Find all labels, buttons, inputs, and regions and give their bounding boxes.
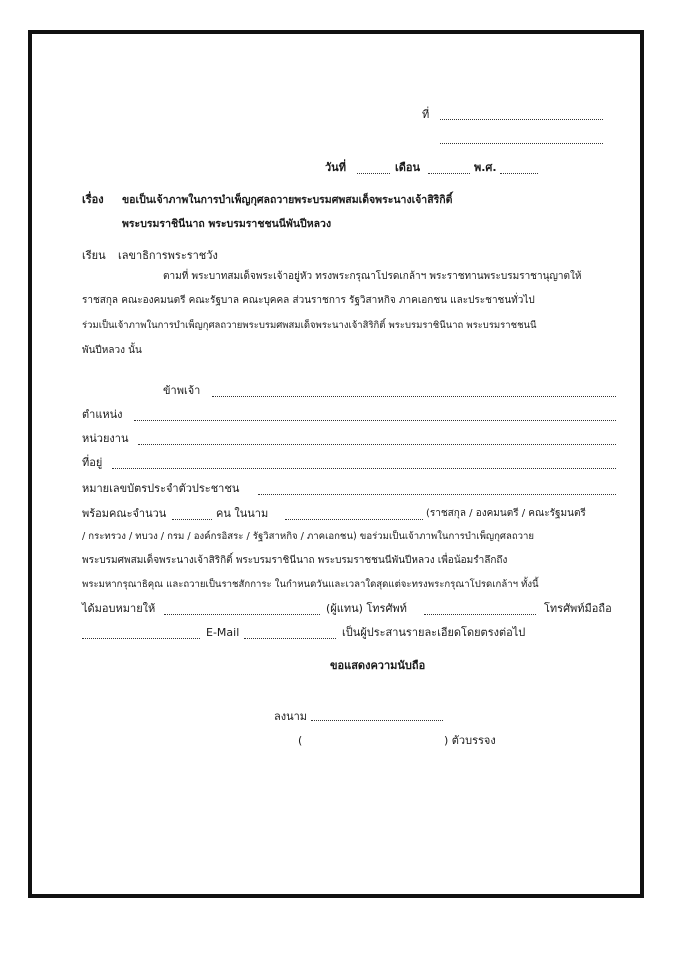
closing-text: ขอแสดงความนับถือ	[330, 659, 426, 672]
year-field[interactable]	[500, 173, 538, 174]
coordinator-text: เป็นผู้ประสานรายละเอียดโดยตรงต่อไป	[342, 626, 526, 639]
agency-label: หน่วยงาน	[82, 432, 129, 445]
position-field[interactable]	[134, 420, 616, 421]
sign-label: ลงนาม	[274, 710, 308, 723]
purpose-line-2: พระมหากรุณาธิคุณ และถวายเป็นราชสักการะ ในกำหนดวันและเวลาใดสุดแต่จะทรงพระกรุณาโปรดเกล้าฯ ทั้งนี้	[82, 579, 539, 590]
agency-field[interactable]	[138, 444, 616, 445]
body-line-3: ร่วมเป็นเจ้าภาพในการบำเพ็ญกุศลถวายพระบรมศพสมเด็จพระนางเจ้าสิริกิติ์ พระบรมราชินีนาถ พระบรมราชชนนี	[82, 320, 537, 331]
representative-field[interactable]	[164, 614, 320, 615]
group-name-field[interactable]	[285, 519, 423, 520]
doc-number-field-2[interactable]	[440, 143, 603, 144]
body-line-2: ราชสกุล คณะองคมนตรี คณะรัฐบาล คณะบุคคล ส่วนราชการ รัฐวิสาหกิจ ภาคเอกชน และประชาชนทั่วไป	[82, 295, 535, 306]
printed-name-field[interactable]	[310, 746, 442, 747]
id-label: หมายเลขบัตรประจำตัวประชาชน	[82, 482, 240, 495]
doc-number-label: ที่	[422, 108, 430, 121]
email-field[interactable]	[244, 638, 336, 639]
open-paren: (	[298, 734, 303, 747]
name-field[interactable]	[212, 396, 616, 397]
month-label: เดือน	[395, 161, 421, 174]
assign-label: ได้มอบหมายให้	[82, 602, 156, 615]
to-label: เรียน	[82, 249, 106, 262]
mobile-field[interactable]	[82, 638, 200, 639]
persons-label: คน ในนาม	[216, 507, 269, 520]
address-label: ที่อยู่	[82, 456, 103, 469]
date-label: วันที่	[325, 161, 346, 174]
subject-line-1: ขอเป็นเจ้าภาพในการบำเพ็ญกุศลถวายพระบรมศพสมเด็จพระนางเจ้าสิริกิติ์	[122, 194, 453, 206]
address-field[interactable]	[112, 468, 616, 469]
representative-phone-label: (ผู้แทน) โทรศัพท์	[326, 602, 407, 615]
phone-field[interactable]	[424, 614, 536, 615]
subject-line-2: พระบรมราชินีนาถ พระบรมราชชนนีพันปีหลวง	[122, 218, 332, 230]
mobile-label: โทรศัพท์มือถือ	[544, 602, 612, 615]
email-label: E-Mail	[206, 626, 240, 639]
position-label: ตำแหน่ง	[82, 408, 123, 421]
date-field[interactable]	[357, 173, 390, 174]
body-line-1: ตามที่ พระบาทสมเด็จพระเจ้าอยู่หัว ทรงพระกรุณาโปรดเกล้าฯ พระราชทานพระบรมราชานุญาตให้	[163, 271, 582, 282]
name-label: ข้าพเจ้า	[163, 384, 201, 397]
group-types-1: (ราชสกุล / องคมนตรี / คณะรัฐมนตรี	[426, 508, 586, 519]
doc-number-field[interactable]	[440, 119, 603, 120]
group-count-field[interactable]	[172, 519, 212, 520]
purpose-line-1: พระบรมศพสมเด็จพระนางเจ้าสิริกิติ์ พระบรมราชินีนาถ พระบรมราชชนนีพันปีหลวง เพื่อน้อมรำลึกถึง	[82, 555, 508, 566]
subject-label: เรื่อง	[82, 193, 104, 206]
group-types-2: / กระทรวง / ทบวง / กรม / องค์กรอิสระ / รัฐวิสาหกิจ / ภาคเอกชน) ขอร่วมเป็นเจ้าภาพในการบำเพ็ญกุศลถวาย	[82, 531, 535, 542]
id-field[interactable]	[258, 494, 616, 495]
to-value: เลขาธิการพระราชวัง	[118, 249, 218, 262]
body-line-4: พันปีหลวง นั้น	[82, 345, 142, 356]
signature-field[interactable]	[311, 720, 443, 721]
month-field[interactable]	[428, 173, 470, 174]
close-paren-label: ) ตัวบรรจง	[444, 734, 496, 747]
group-count-label: พร้อมคณะจำนวน	[82, 507, 167, 520]
year-label: พ.ศ.	[474, 161, 497, 174]
